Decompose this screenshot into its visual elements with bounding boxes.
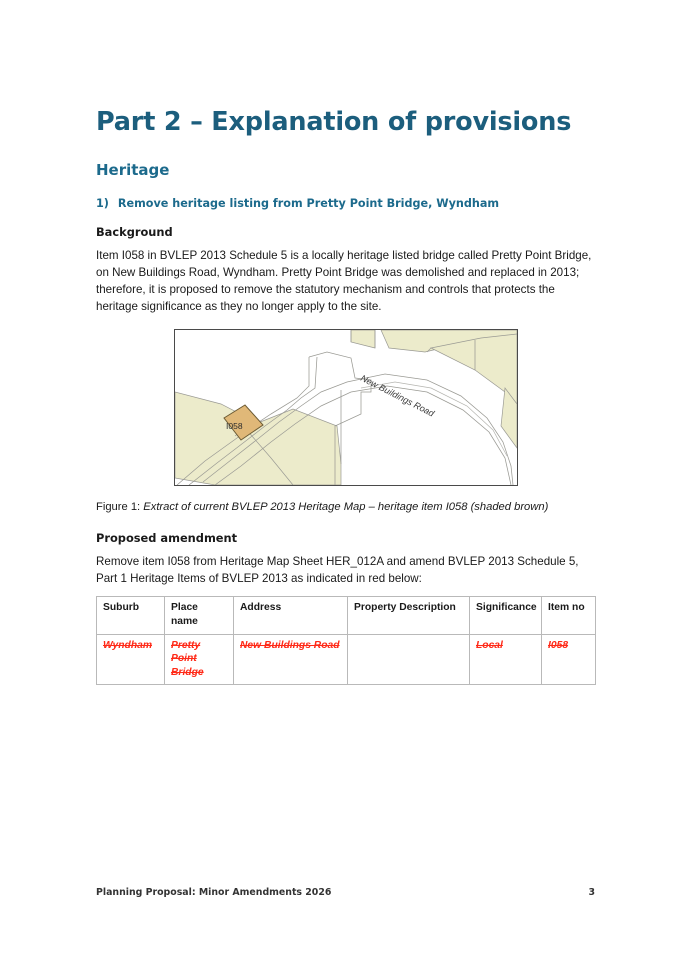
- heritage-items-table: [96, 596, 596, 685]
- cell-address: New Buildings Road: [234, 634, 348, 685]
- section-heading-heritage: Heritage: [96, 161, 170, 180]
- figure-caption: [96, 500, 595, 515]
- column-header-item-no: Item no: [542, 597, 596, 634]
- cell-property-description: [348, 634, 470, 685]
- footer-text: Planning Proposal: Minor Amendments 2026: [96, 887, 332, 898]
- item-number: 1): [96, 196, 109, 210]
- table-header-row: [97, 597, 596, 634]
- figure-caption-label: Figure 1:: [96, 501, 141, 514]
- column-header-suburb: Suburb: [97, 597, 165, 634]
- page-title: Part 2 – Explanation of provisions: [96, 107, 572, 137]
- subheading-proposed-amendment: Proposed amendment: [96, 531, 238, 546]
- proposed-amendment-paragraph: Remove item I058 from Heritage Map Sheet HER_012A and amend BVLEP 2013 Schedule 5, Part 1 Heritage Items of BVLEP 2013 as indicated in red below:: [96, 555, 579, 586]
- page-content: [96, 108, 595, 685]
- cell-item-no: I058: [542, 634, 596, 685]
- background-paragraph: Item I058 in BVLEP 2013 Schedule 5 is a locally heritage listed bridge called Pretty Point Bridge, on New Buildings Road, Wyndham. Pretty Point Bridge was demolished and replaced in 2013; therefore, it is proposed to remove the statutory mechanism and controls that protects the heritage significance as they no longer apply to the site.: [96, 248, 592, 314]
- road-name-label: New Buildings Road: [358, 373, 436, 419]
- cell-suburb: Wyndham: [97, 634, 165, 685]
- table-row: [97, 634, 596, 685]
- page-footer: [96, 887, 595, 898]
- heritage-item-label: I058: [225, 421, 243, 432]
- item-heading-text: Remove heritage listing from Pretty Point Bridge, Wyndham: [117, 196, 500, 210]
- cell-place-name: Pretty Point Bridge: [165, 634, 234, 685]
- column-header-address: Address: [234, 597, 348, 634]
- numbered-item-heading: [96, 197, 595, 210]
- page-number: 3: [588, 887, 595, 898]
- subheading-background: Background: [96, 224, 173, 239]
- column-header-significance: Significance: [470, 597, 542, 634]
- figure-1: [96, 329, 595, 486]
- heritage-map-extract: [174, 329, 518, 486]
- figure-caption-text: Extract of current BVLEP 2013 Heritage Map – heritage item I058 (shaded brown): [143, 501, 549, 514]
- map-parcel-polygons: [175, 330, 517, 485]
- column-header-property-description: Property Description: [348, 597, 470, 634]
- map-graphic: [175, 330, 517, 485]
- cell-significance: Local: [470, 634, 542, 685]
- column-header-place-name: Place name: [165, 597, 234, 634]
